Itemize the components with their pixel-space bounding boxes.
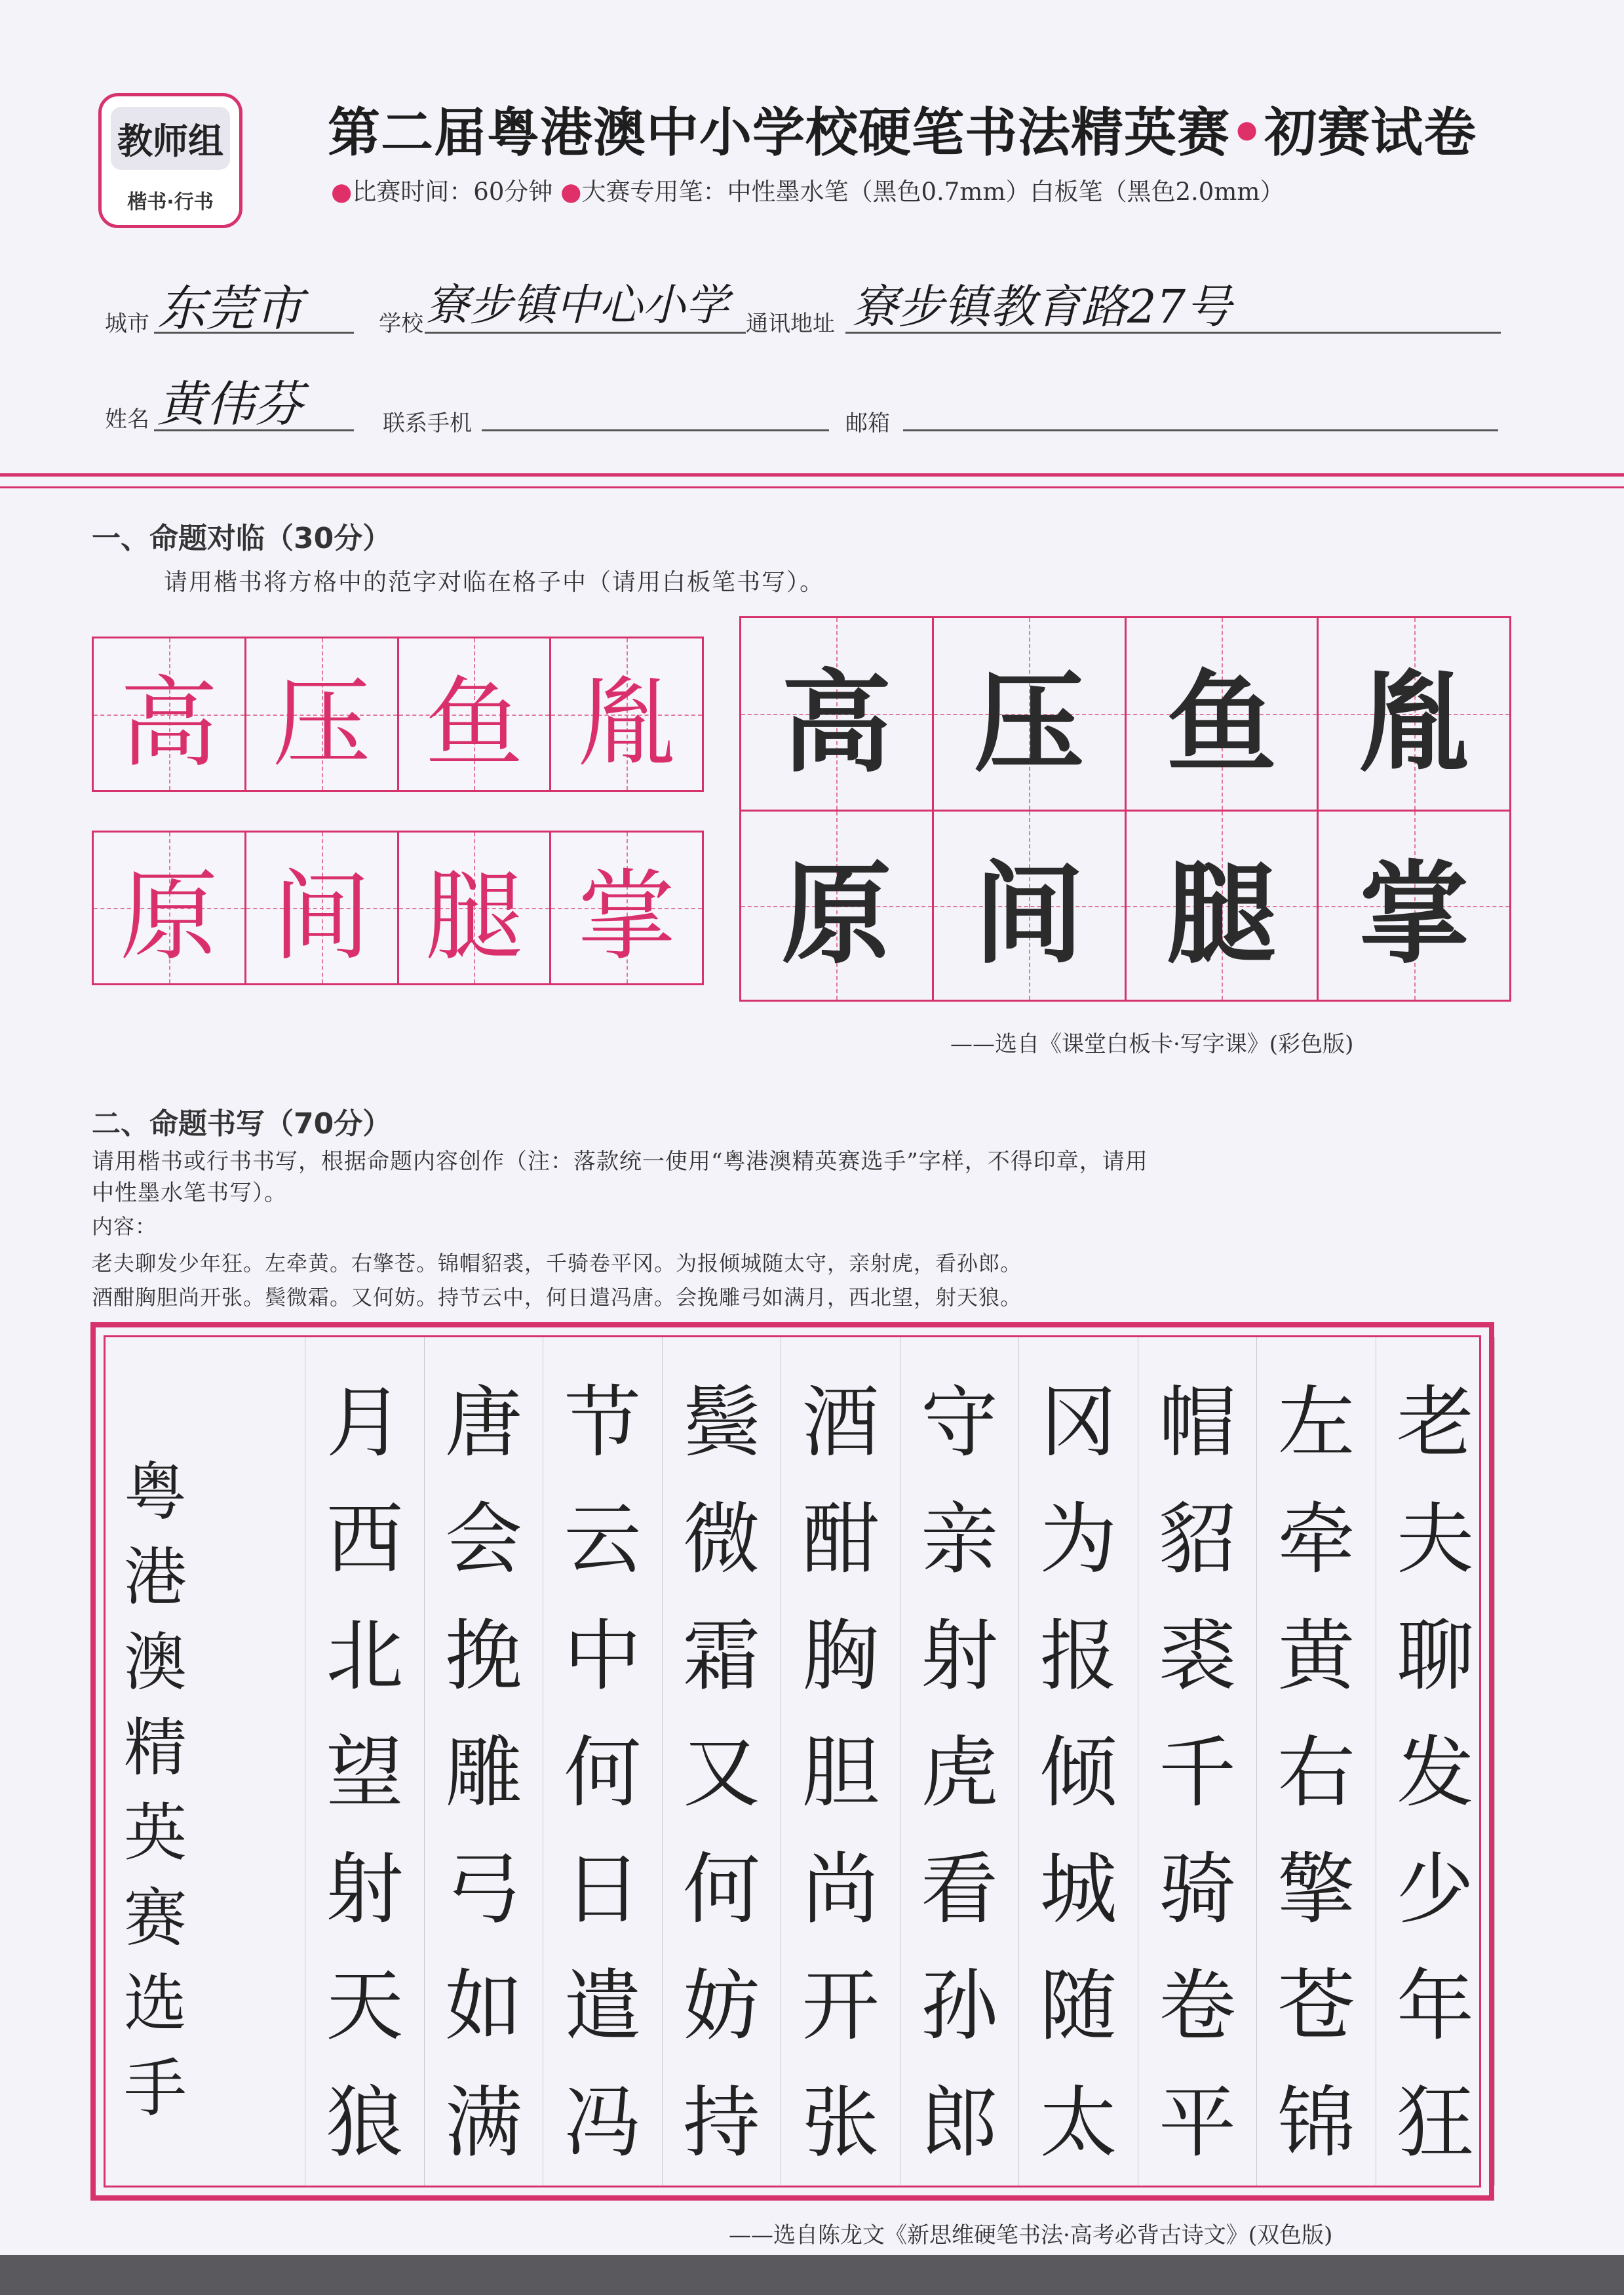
composition-char: 满 (444, 2077, 522, 2168)
composition-char: 如 (444, 1961, 522, 2051)
composition-char: 少 (1396, 1844, 1474, 1934)
content-line: 老夫聊发少年狂。左牵黄。右擎苍。锦帽貂裘，千骑卷平冈。为报倾城随太守，亲射虎，看孙郎。 (92, 1251, 1022, 1276)
composition-char: 牵 (1277, 1494, 1355, 1584)
composition-char: 郎 (920, 2077, 998, 2168)
composition-char: 右 (1277, 1727, 1355, 1818)
model-char: 高 (781, 657, 892, 787)
signature-char: 港 (124, 1540, 187, 1614)
model-cell (1127, 812, 1319, 1000)
composition-char: 千 (1158, 1727, 1236, 1818)
composition-char: 云 (564, 1494, 642, 1584)
composition-char: 倾 (1039, 1727, 1117, 1818)
composition-char: 射 (920, 1611, 998, 1701)
composition-char: 老 (1396, 1377, 1474, 1468)
scan-edge (0, 2255, 1624, 2295)
model-char: 间 (974, 849, 1085, 979)
composition-char: 苍 (1277, 1961, 1355, 2051)
composition-char: 酣 (802, 1494, 880, 1584)
composition-char: 又 (682, 1727, 760, 1818)
practice-grid-row1[interactable] (92, 637, 704, 792)
composition-char: 张 (802, 2077, 880, 2168)
composition-char: 年 (1396, 1961, 1474, 2051)
composition-char: 报 (1039, 1611, 1117, 1701)
composition-char: 挽 (444, 1611, 522, 1701)
composition-char: 尚 (802, 1844, 880, 1934)
composition-char: 孙 (920, 1961, 998, 2051)
model-grid (739, 616, 1511, 1002)
signature-char: 赛 (124, 1881, 187, 1955)
composition-char: 锦 (1277, 2077, 1355, 2168)
practice-char: 胤 (577, 666, 676, 781)
section2-title: 二、命题书写（70分） (92, 1107, 392, 1141)
school-underline (425, 332, 746, 334)
composition-char: 开 (802, 1961, 880, 2051)
composition-char: 冯 (564, 2077, 642, 2168)
composition-char: 黄 (1277, 1611, 1355, 1701)
composition-char: 虎 (920, 1727, 998, 1818)
signature-char: 澳 (124, 1625, 187, 1699)
composition-char: 西 (326, 1494, 404, 1584)
address-value[interactable]: 寮步镇教育路27号 (852, 280, 1232, 334)
section1-title: 一、命题对临（30分） (92, 522, 392, 555)
composition-char: 帽 (1158, 1377, 1236, 1468)
email-label: 邮箱 (845, 410, 890, 437)
model-char: 掌 (1359, 849, 1469, 979)
composition-char: 持 (682, 2077, 760, 2168)
practice-cell[interactable] (94, 833, 246, 983)
composition-char: 天 (326, 1961, 404, 2051)
address-underline (845, 332, 1501, 334)
city-underline (154, 332, 354, 334)
composition-char: 裘 (1158, 1611, 1236, 1701)
model-cell (1319, 618, 1509, 810)
content-line: 酒酣胸胆尚开张。鬓微霜。又何妨。持节云中，何日遣冯唐。会挽雕弓如满月，西北望，射天狼。 (92, 1285, 1022, 1310)
composition-char: 胆 (802, 1727, 880, 1818)
composition-char: 左 (1277, 1377, 1355, 1468)
composition-char: 平 (1158, 2077, 1236, 2168)
composition-char: 中 (564, 1611, 642, 1701)
bullet-icon: ● (560, 178, 582, 206)
phone-field[interactable] (482, 429, 829, 431)
exam-details (331, 172, 1563, 211)
practice-char: 原 (119, 860, 218, 974)
composition-char: 唐 (444, 1377, 522, 1468)
model-char: 腿 (1166, 849, 1277, 979)
divider-line (0, 473, 1624, 477)
composition-char: 节 (564, 1377, 642, 1468)
address-label: 通讯地址 (746, 311, 835, 337)
signature-char: 粤 (124, 1455, 187, 1529)
name-underline (154, 429, 354, 431)
composition-char: 冈 (1039, 1377, 1117, 1468)
composition-char: 发 (1396, 1727, 1474, 1818)
practice-char: 鱼 (425, 666, 524, 781)
email-field[interactable] (903, 429, 1498, 431)
city-value[interactable]: 东莞市 (157, 281, 303, 337)
signature-char: 手 (124, 2051, 187, 2125)
composition-char: 何 (682, 1844, 760, 1934)
practice-cell[interactable] (551, 833, 702, 983)
composition-char: 随 (1039, 1961, 1117, 2051)
practice-char: 间 (272, 860, 371, 974)
composition-char: 遣 (564, 1961, 642, 2051)
section2-source: ——选自陈龙文《新思维硬笔书法·高考必背古诗文》(双色版) (729, 2222, 1333, 2248)
model-char: 原 (781, 849, 892, 979)
exam-time: 比赛时间：60分钟 (352, 178, 553, 206)
badge-group-label: 教师组 (111, 107, 230, 170)
model-cell (934, 812, 1127, 1000)
model-grid-row1 (741, 618, 1509, 812)
composition-char: 射 (326, 1844, 404, 1934)
composition-char: 胸 (802, 1611, 880, 1701)
practice-cell[interactable] (246, 833, 399, 983)
group-badge (98, 93, 242, 228)
composition-char: 日 (564, 1844, 642, 1934)
school-label: 学校 (379, 311, 423, 337)
composition-char: 貂 (1158, 1494, 1236, 1584)
composition-char: 亲 (920, 1494, 998, 1584)
signature-char: 精 (124, 1710, 187, 1784)
composition-char: 卷 (1158, 1961, 1236, 2051)
section2-instruction-cont: 中性墨水笔书写）。 (92, 1180, 287, 1206)
name-label: 姓名 (105, 406, 149, 433)
phone-label: 联系手机 (383, 410, 472, 437)
composition-char: 城 (1039, 1844, 1117, 1934)
model-char: 胤 (1359, 657, 1469, 787)
composition-char: 雕 (444, 1727, 522, 1818)
model-grid-row2 (741, 812, 1509, 1000)
composition-char: 何 (564, 1727, 642, 1818)
composition-char: 看 (920, 1844, 998, 1934)
model-cell (741, 618, 934, 810)
composition-char: 弓 (444, 1844, 522, 1934)
model-cell (1319, 812, 1509, 1000)
practice-cell[interactable] (399, 638, 552, 790)
composition-char: 守 (920, 1377, 998, 1468)
column-guide (1494, 1337, 1495, 2186)
composition-char: 擎 (1277, 1844, 1355, 1934)
composition-char: 夫 (1396, 1494, 1474, 1584)
composition-char: 骑 (1158, 1844, 1236, 1934)
composition-char: 妨 (682, 1961, 760, 2051)
title-suffix: 初赛试卷 (1264, 102, 1477, 163)
city-label: 城市 (105, 311, 149, 337)
section2-instruction: 请用楷书或行书书写，根据命题内容创作（注：落款统一使用“粤港澳精英赛选手”字样，不得印章，请用 (92, 1148, 1148, 1175)
name-value[interactable]: 黄伟芬 (157, 376, 303, 433)
practice-cell[interactable] (551, 638, 702, 790)
composition-char: 月 (326, 1377, 404, 1468)
title-main: 第二届粤港澳中小学校硬笔书法精英赛 (328, 102, 1230, 163)
model-cell (1127, 618, 1319, 810)
section1-instruction: 请用楷书将方格中的范字对临在格子中（请用白板笔书写）。 (164, 569, 825, 596)
composition-char: 北 (326, 1611, 404, 1701)
model-cell (934, 618, 1127, 810)
practice-char: 高 (119, 666, 218, 781)
composition-char: 望 (326, 1727, 404, 1818)
practice-cell[interactable] (94, 638, 246, 790)
content-label: 内容： (92, 1214, 157, 1239)
composition-char: 鬓 (682, 1377, 760, 1468)
practice-cell[interactable] (399, 833, 552, 983)
composition-char: 为 (1039, 1494, 1117, 1584)
practice-cell[interactable] (246, 638, 399, 790)
composition-char: 霜 (682, 1611, 760, 1701)
signature-char: 英 (124, 1795, 187, 1870)
page-title (328, 90, 1573, 163)
practice-char: 压 (272, 666, 371, 781)
composition-char: 狂 (1396, 2077, 1474, 2168)
signature-char: 选 (124, 1966, 187, 2040)
composition-char: 微 (682, 1494, 760, 1584)
exam-pens: 大赛专用笔：中性墨水笔（黑色0.7mm）白板笔（黑色2.0mm） (581, 178, 1285, 206)
composition-char: 聊 (1396, 1611, 1474, 1701)
divider-line (0, 486, 1624, 488)
composition-char: 会 (444, 1494, 522, 1584)
practice-grid-row2[interactable] (92, 831, 704, 985)
section1-source: ——选自《课堂白板卡·写字课》(彩色版) (950, 1031, 1354, 1057)
composition-char: 太 (1039, 2077, 1117, 2168)
practice-char: 腿 (425, 860, 524, 974)
practice-char: 掌 (577, 860, 676, 974)
model-char: 压 (974, 657, 1085, 787)
badge-script-label: 楷书·行书 (127, 191, 214, 214)
model-char: 鱼 (1166, 657, 1277, 787)
school-value[interactable]: 寮步镇中心小学 (426, 280, 729, 330)
title-dot: • (1230, 102, 1265, 163)
composition-char: 酒 (802, 1377, 880, 1468)
model-cell (741, 812, 934, 1000)
bullet-icon: ● (331, 178, 353, 206)
composition-char: 狼 (326, 2077, 404, 2168)
